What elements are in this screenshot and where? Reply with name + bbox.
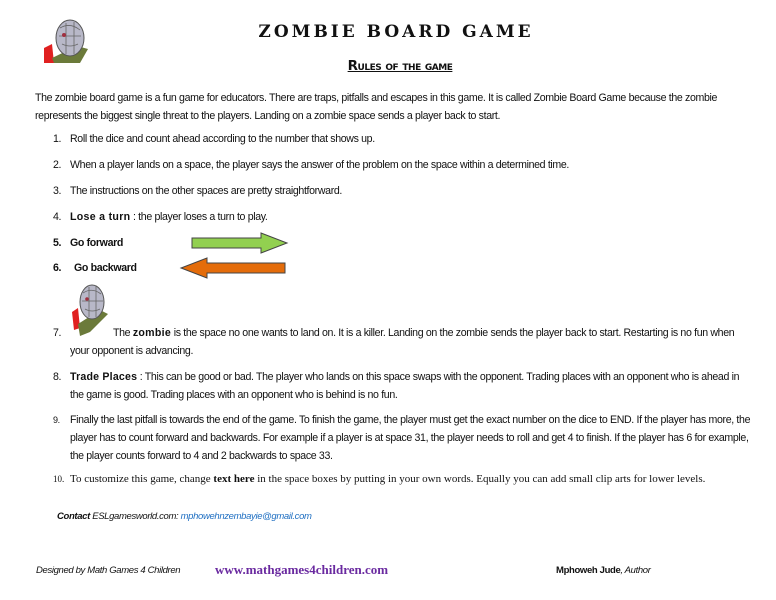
footer-designed-by: Designed by Math Games 4 Children: [36, 565, 181, 576]
page-subtitle: Rules of the game: [347, 58, 453, 74]
rule-keyword: text here: [213, 473, 255, 485]
rule-number: 7.: [53, 327, 62, 339]
rule-text: The: [113, 327, 133, 339]
rule-keyword: Lose a turn: [70, 211, 131, 223]
footer-author: [556, 565, 651, 576]
rule-number: 4.: [53, 211, 62, 223]
author-name: Mphoweh Jude: [556, 565, 621, 576]
rule-text: in the space boxes by putting in your own words. Equally you can add small clip arts for lower levels.: [254, 473, 706, 485]
backward-arrow-icon: [179, 257, 287, 279]
rule-text: is the space no one wants to land on. It is a killer. Landing on the zombie sends the player back to start. Restarting is no fun when your opponent is advancing.: [70, 327, 735, 357]
rule-text: When a player lands on a space, the player says the answer of the problem on the space within a determined time.: [70, 159, 570, 171]
rule-number: 2.: [53, 159, 62, 171]
rule-number: 9.: [53, 415, 60, 425]
page-title: ZOMBIE BOARD GAME: [258, 22, 534, 42]
rule-number: 5.: [53, 237, 62, 249]
rule-number: 6.: [53, 262, 62, 274]
rule-number: 8.: [53, 371, 62, 383]
author-role: , Author: [620, 565, 651, 576]
footer-website-link[interactable]: www.mathgames4children.com: [215, 562, 389, 577]
contact-site: ESLgamesworld.com:: [89, 511, 181, 522]
contact-email-link[interactable]: mphowehnzembayie@gmail.com: [180, 511, 312, 522]
rule-number: 10.: [53, 474, 65, 484]
forward-arrow-icon: [191, 232, 289, 254]
rule-text: : This can be good or bad. The player who lands on this space swaps with the opponent. Trading places with an opponent who is ahead in the game is good. Trading places with an opponent who is behind is no fun.: [70, 371, 740, 401]
rule-number: 1.: [53, 133, 62, 145]
rule-keyword: Trade Places: [70, 371, 138, 383]
rule-text: To customize this game, change: [70, 473, 214, 485]
intro-paragraph: The zombie board game is a fun game for educators. There are traps, pitfalls and escapes in this game. It is called Zombie Board Game because the zombie represents the biggest single threat to the players. Landing on a zombie space sends a player back to start.: [35, 92, 718, 122]
rule-keyword: Go backward: [74, 262, 137, 274]
rule-number: 3.: [53, 185, 62, 197]
contact-label: Contact: [57, 511, 90, 522]
rule-keyword: zombie: [132, 327, 172, 339]
contact-line: [57, 511, 312, 522]
rule-text: Finally the last pitfall is towards the end of the game. To finish the game, the player must get the exact number on the dice to END. If the player has more, the player has to count forward and backwards. For example if a player is at space 31, the player needs to roll and get 4 to finish. If the player has 6 for example, the player counts forward to 4 and 2 backwards to space 33.: [70, 414, 751, 462]
rule-text: The instructions on the other spaces are pretty straightforward.: [70, 185, 343, 197]
rule-keyword: Go forward: [70, 237, 124, 249]
rule-text: Roll the dice and count ahead according to the number that shows up.: [70, 133, 375, 145]
rule-text: : the player loses a turn to play.: [130, 211, 268, 223]
